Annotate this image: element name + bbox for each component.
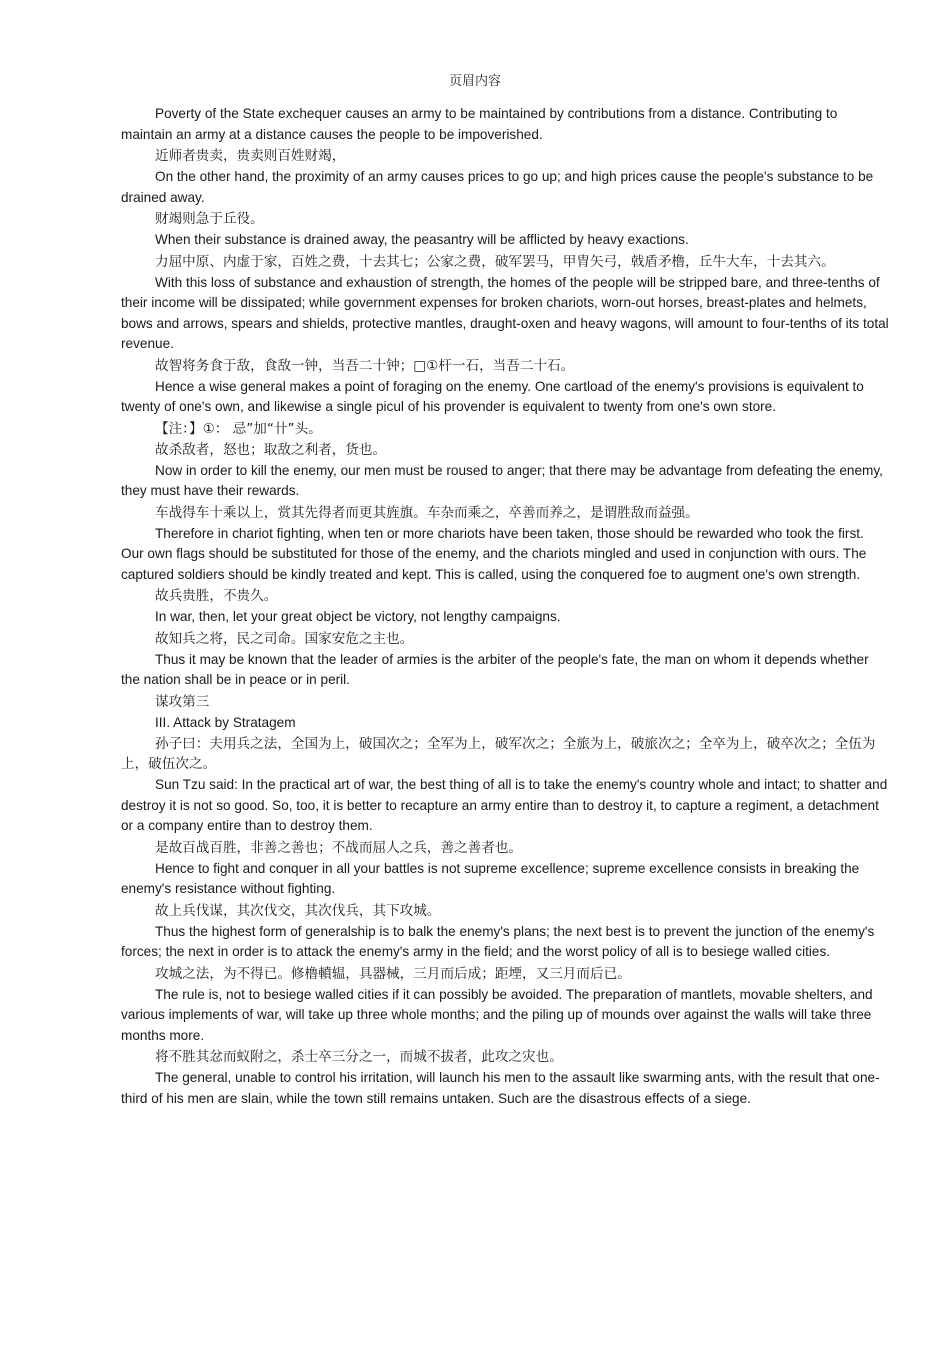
paragraph-zh: 车战得车十乘以上，赏其先得者而更其旌旗。车杂而乘之，卒善而养之，是谓胜敌而益强。 (155, 504, 699, 521)
paragraph-zh: 攻城之法，为不得已。修橹轒辒，具器械，三月而后成；距堙，又三月而后已。 (155, 965, 631, 982)
paragraph-zh: 近师者贵卖，贵卖则百姓财竭， (155, 148, 346, 164)
chapter-heading-zh: 谋攻第三 (155, 693, 210, 710)
paragraph-en: Therefore in chariot fighting, when ten or more chariots have been taken, those should be rewarded who took the first. Our own flags should be substituted for those of the enemy, and the chariots mingled and used in conjunction with ours. The captured soldiers should be kindly treated and kept. This is called, using the conquered foe to augment one's own strength. (121, 525, 867, 582)
paragraph-zh: 是故百战百胜，非善之善也；不战而屈人之兵，善之善者也。 (155, 839, 523, 856)
paragraph-zh: 故智将务食于敌，食敌一钟，当吾二十钟；□①杆一石，当吾二十石。 (155, 357, 575, 374)
paragraph-en: Thus it may be known that the leader of armies is the arbiter of the people's fate, the man on whom it depends whether the nation shall be in peace or in peril. (121, 651, 869, 687)
paragraph-en: The rule is, not to besiege walled cities if it can possibly be avoided. The preparation of mantlets, movable shelters, and various implements of war, will take up three whole months; and the piling up of mounds over against the walls will take three months more. (121, 986, 873, 1043)
paragraph-en: With this loss of substance and exhaustion of strength, the homes of the people will be stripped bare, and three-tenths of their income will be dissipated; while government expenses for broken chariots, worn-out horses, breast-plates and helmets, bows and arrows, spears and shields, protective mantles, draught-oxen and heavy wagons, will amount to four-tenths of its total revenue. (121, 274, 889, 351)
paragraph-zh: 故兵贵胜，不贵久。 (155, 588, 278, 604)
paragraph-en: On the other hand, the proximity of an army causes prices to go up; and high prices cause the people's substance to be drained away. (121, 169, 874, 205)
paragraph-en: When their substance is drained away, the peasantry will be afflicted by heavy exactions. (155, 232, 689, 247)
document-body (121, 103, 889, 1109)
paragraph-en: Hence to fight and conquer in all your battles is not supreme excellence; supreme excellence consists in breaking the enemy's resistance without fighting. (121, 860, 860, 896)
paragraph-en: Poverty of the State exchequer causes an army to be maintained by contributions from a distance. Contributing to maintain an army at a distance causes the people to be impoverished. (121, 106, 838, 142)
paragraph-en: Now in order to kill the enemy, our men must be roused to anger; that there may be advantage from defeating the enemy, they must have their rewards. (121, 462, 883, 498)
paragraph-en: Hence a wise general makes a point of foraging on the enemy. One cartload of the enemy's provisions is equivalent to twenty of one's own, and likewise a single picul of his provender is equivalent to twenty from one's own store. (121, 378, 864, 414)
paragraph-zh: 力屈中原、内虚于家，百姓之费，十去其七；公家之费，破军罢马，甲胄矢弓，戟盾矛橹，丘牛大车，十去其六。 (155, 253, 835, 270)
paragraph-zh: 将不胜其忿而蚁附之，杀士卒三分之一，而城不拔者，此攻之灾也。 (155, 1049, 563, 1065)
paragraph-zh: 故知兵之将，民之司命。国家安危之主也。 (155, 630, 414, 647)
paragraph-zh: 故上兵伐谋，其次伐交，其次伐兵，其下攻城。 (155, 902, 441, 919)
paragraph-en: Sun Tzu said: In the practical art of war, the best thing of all is to take the enemy's country whole and intact; to shatter and destroy it is not so good. So, too, it is better to recapture an army entire than to destroy it, to capture a regiment, a detachment or a company entire than to destroy them. (121, 777, 888, 833)
paragraph-en: In war, then, let your great object be victory, not lengthy campaigns. (155, 609, 561, 624)
chapter-heading-en: III. Attack by Stratagem (155, 714, 296, 730)
page-header: 页眉内容 (448, 74, 501, 89)
paragraph-en: Thus the highest form of generalship is to balk the enemy's plans; the next best is to prevent the junction of the enemy's forces; the next in order is to attack the enemy's army in the field; and the worst policy of all is to besiege walled cities. (121, 923, 875, 959)
paragraph-zh: 孙子曰：夫用兵之法，全国为上，破国次之；全军为上，破军次之；全旅为上，破旅次之；全卒为上，破卒次之；全伍为上，破伍次之。 (121, 736, 876, 772)
paragraph-en: The general, unable to control his irritation, will launch his men to the assault like swarming ants, with the result that one-third of his men are slain, while the town still remains untaken. Such are the disastrous effects of a siege. (121, 1070, 880, 1106)
footnote-note: 【注：】①： 忌”加“卄”头。 (155, 420, 322, 437)
paragraph-zh: 故杀敌者，怒也；取敌之利者，货也。 (155, 441, 387, 458)
paragraph-zh: 财竭则急于丘役。 (155, 211, 264, 227)
